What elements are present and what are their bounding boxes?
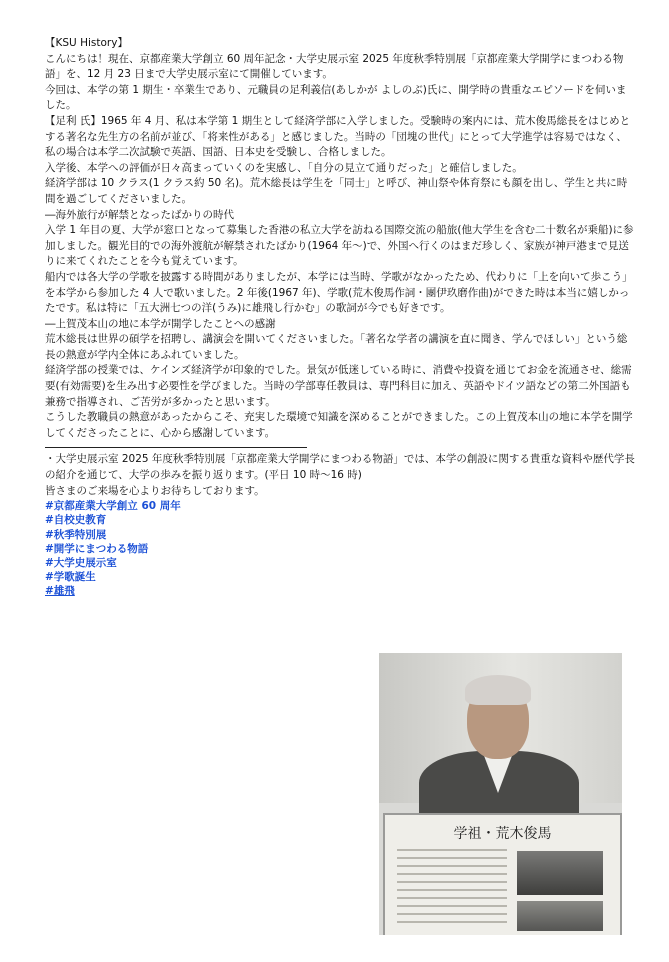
hashtag-link[interactable]: #学歌誕生	[45, 571, 96, 584]
paragraph-invitation: 皆さまのご来場を心よりお待ちしております。	[45, 484, 265, 497]
paragraph-economics: 経済学部の授業では、ケインズ経済学が印象的でした。景気が低迷している時に、消費や投資を通じてお金を流通させ、総需要(有効需要)を生み出す必要性を学びました。当時の学部専任教員は、専門科目に加え、英語やドイツ語などの第二外国語も兼務で指導され、ご苦労が多かったと思います。	[45, 364, 632, 408]
paragraph-song: 船内では各大学の学歌を披露する時間がありましたが、本学には当時、学歌がなかったため、代わりに「上を向いて歩こう」を本学から参加した 4 人で歌いました。2 年後(1967 年)、学歌(荒木俊馬作詞・團伊玖磨作曲)ができた時は本当に嬉しかったです。私は特に「五大洲七つの洋(うみ)に雄飛し行かむ」の歌詞が今でも好きです。	[45, 270, 633, 315]
exhibit-panel-title: 学祖・荒木俊馬	[453, 826, 552, 842]
paragraph-intro: こんにちは！現在、京都産業大学創立 60 周年記念・大学史展示室 2025 年度秋季特別展「京都産業大学開学にまつわる物語」を、12 月 23 日まで大学史展示室にて開催しています。	[45, 52, 624, 81]
paragraph-interviewee: 今回は、本学の第 1 期生・卒業生であり、元職員の足利義信(あしかが よしのぶ)氏に、開学時の貴重なエピソードを伺いました。	[45, 83, 627, 112]
paragraph-admission: 【足利 氏】1965 年 4 月、私は本学第 1 期生として経済学部に入学しました。受験時の案内には、荒木俊馬総長をはじめとする著名な先生方の名前が並び、「将来性がある」と感じました。当時の「団塊の世代」にとって大学進学は容易ではなく、私の場合は本学二次試験で英語、国語、日本史を受験し、合格しました。	[45, 114, 631, 159]
hashtag-link[interactable]: #京都産業大学創立 60 周年	[45, 500, 181, 513]
section-heading-gratitude: ―上賀茂本山の地に本学が開学したことへの感謝	[45, 317, 276, 330]
hashtag-list	[45, 499, 635, 598]
post-heading: 【KSU History】	[45, 37, 128, 49]
paragraph-thanks: こうした教職員の熱意があったからこそ、充実した環境で知識を深めることができました。この上賀茂本山の地に本学を開学してくださったことに、心から感謝しています。	[45, 411, 633, 439]
post-body	[45, 36, 635, 599]
paragraph-classes: 経済学部は 10 クラス(1 クラス約 50 名)。荒木総長は学生を「同士」と呼び、神山祭や体育祭にも顔を出し、学生と共に時間を過ごしてくださいました。	[45, 177, 628, 205]
hashtag-link[interactable]: #開学にまつわる物語	[45, 542, 149, 555]
paragraph-exhibition: ・大学史展示室 2025 年度秋季特別展「京都産業大学開学にまつわる物語」では、本学の創設に関する貴重な資料や歴代学長の紹介を通じて、大学の歩みを振り返ります。(平日 10 時〜16 時)	[45, 453, 635, 482]
section-heading-travel: ―海外旅行が解禁となったばかりの時代	[45, 208, 234, 221]
hashtag-link[interactable]: #秋季特別展	[45, 528, 107, 541]
interview-photo	[379, 653, 622, 935]
paragraph-lectures: 荒木総長は世界の碩学を招聘し、講演会を開いてくださいました。「著名な学者の講演を直に聞き、学んでほしい」という総長の熱意が学内全体にあふれていました。	[45, 333, 628, 361]
divider	[45, 447, 307, 448]
exhibit-panel	[383, 813, 622, 935]
hashtag-link[interactable]: #雄飛	[45, 585, 75, 598]
exhibit-panel-text	[397, 849, 507, 929]
paragraph-voyage: 入学 1 年目の夏、大学が窓口となって募集した香港の私立大学を訪ねる国際交流の船旅(他大学生を含む二十数名が乗船)に参加しました。観光目的での海外渡航が解禁されたばかり(1964 年〜)で、外国へ行くのはまだ珍しく、家族が神戸港まで見送りに来てくれたことを今も覚えています。	[45, 224, 634, 268]
exhibit-panel-photo	[517, 901, 603, 931]
hashtag-link[interactable]: #自校史教育	[45, 514, 107, 527]
exhibit-panel-photo	[517, 851, 603, 895]
photo-person-hair	[465, 675, 531, 705]
paragraph-confidence: 入学後、本学への評価が日々高まっていくのを実感し、「自分の見立て通りだった」と確信しました。	[45, 161, 523, 174]
hashtag-link[interactable]: #大学史展示室	[45, 557, 117, 570]
